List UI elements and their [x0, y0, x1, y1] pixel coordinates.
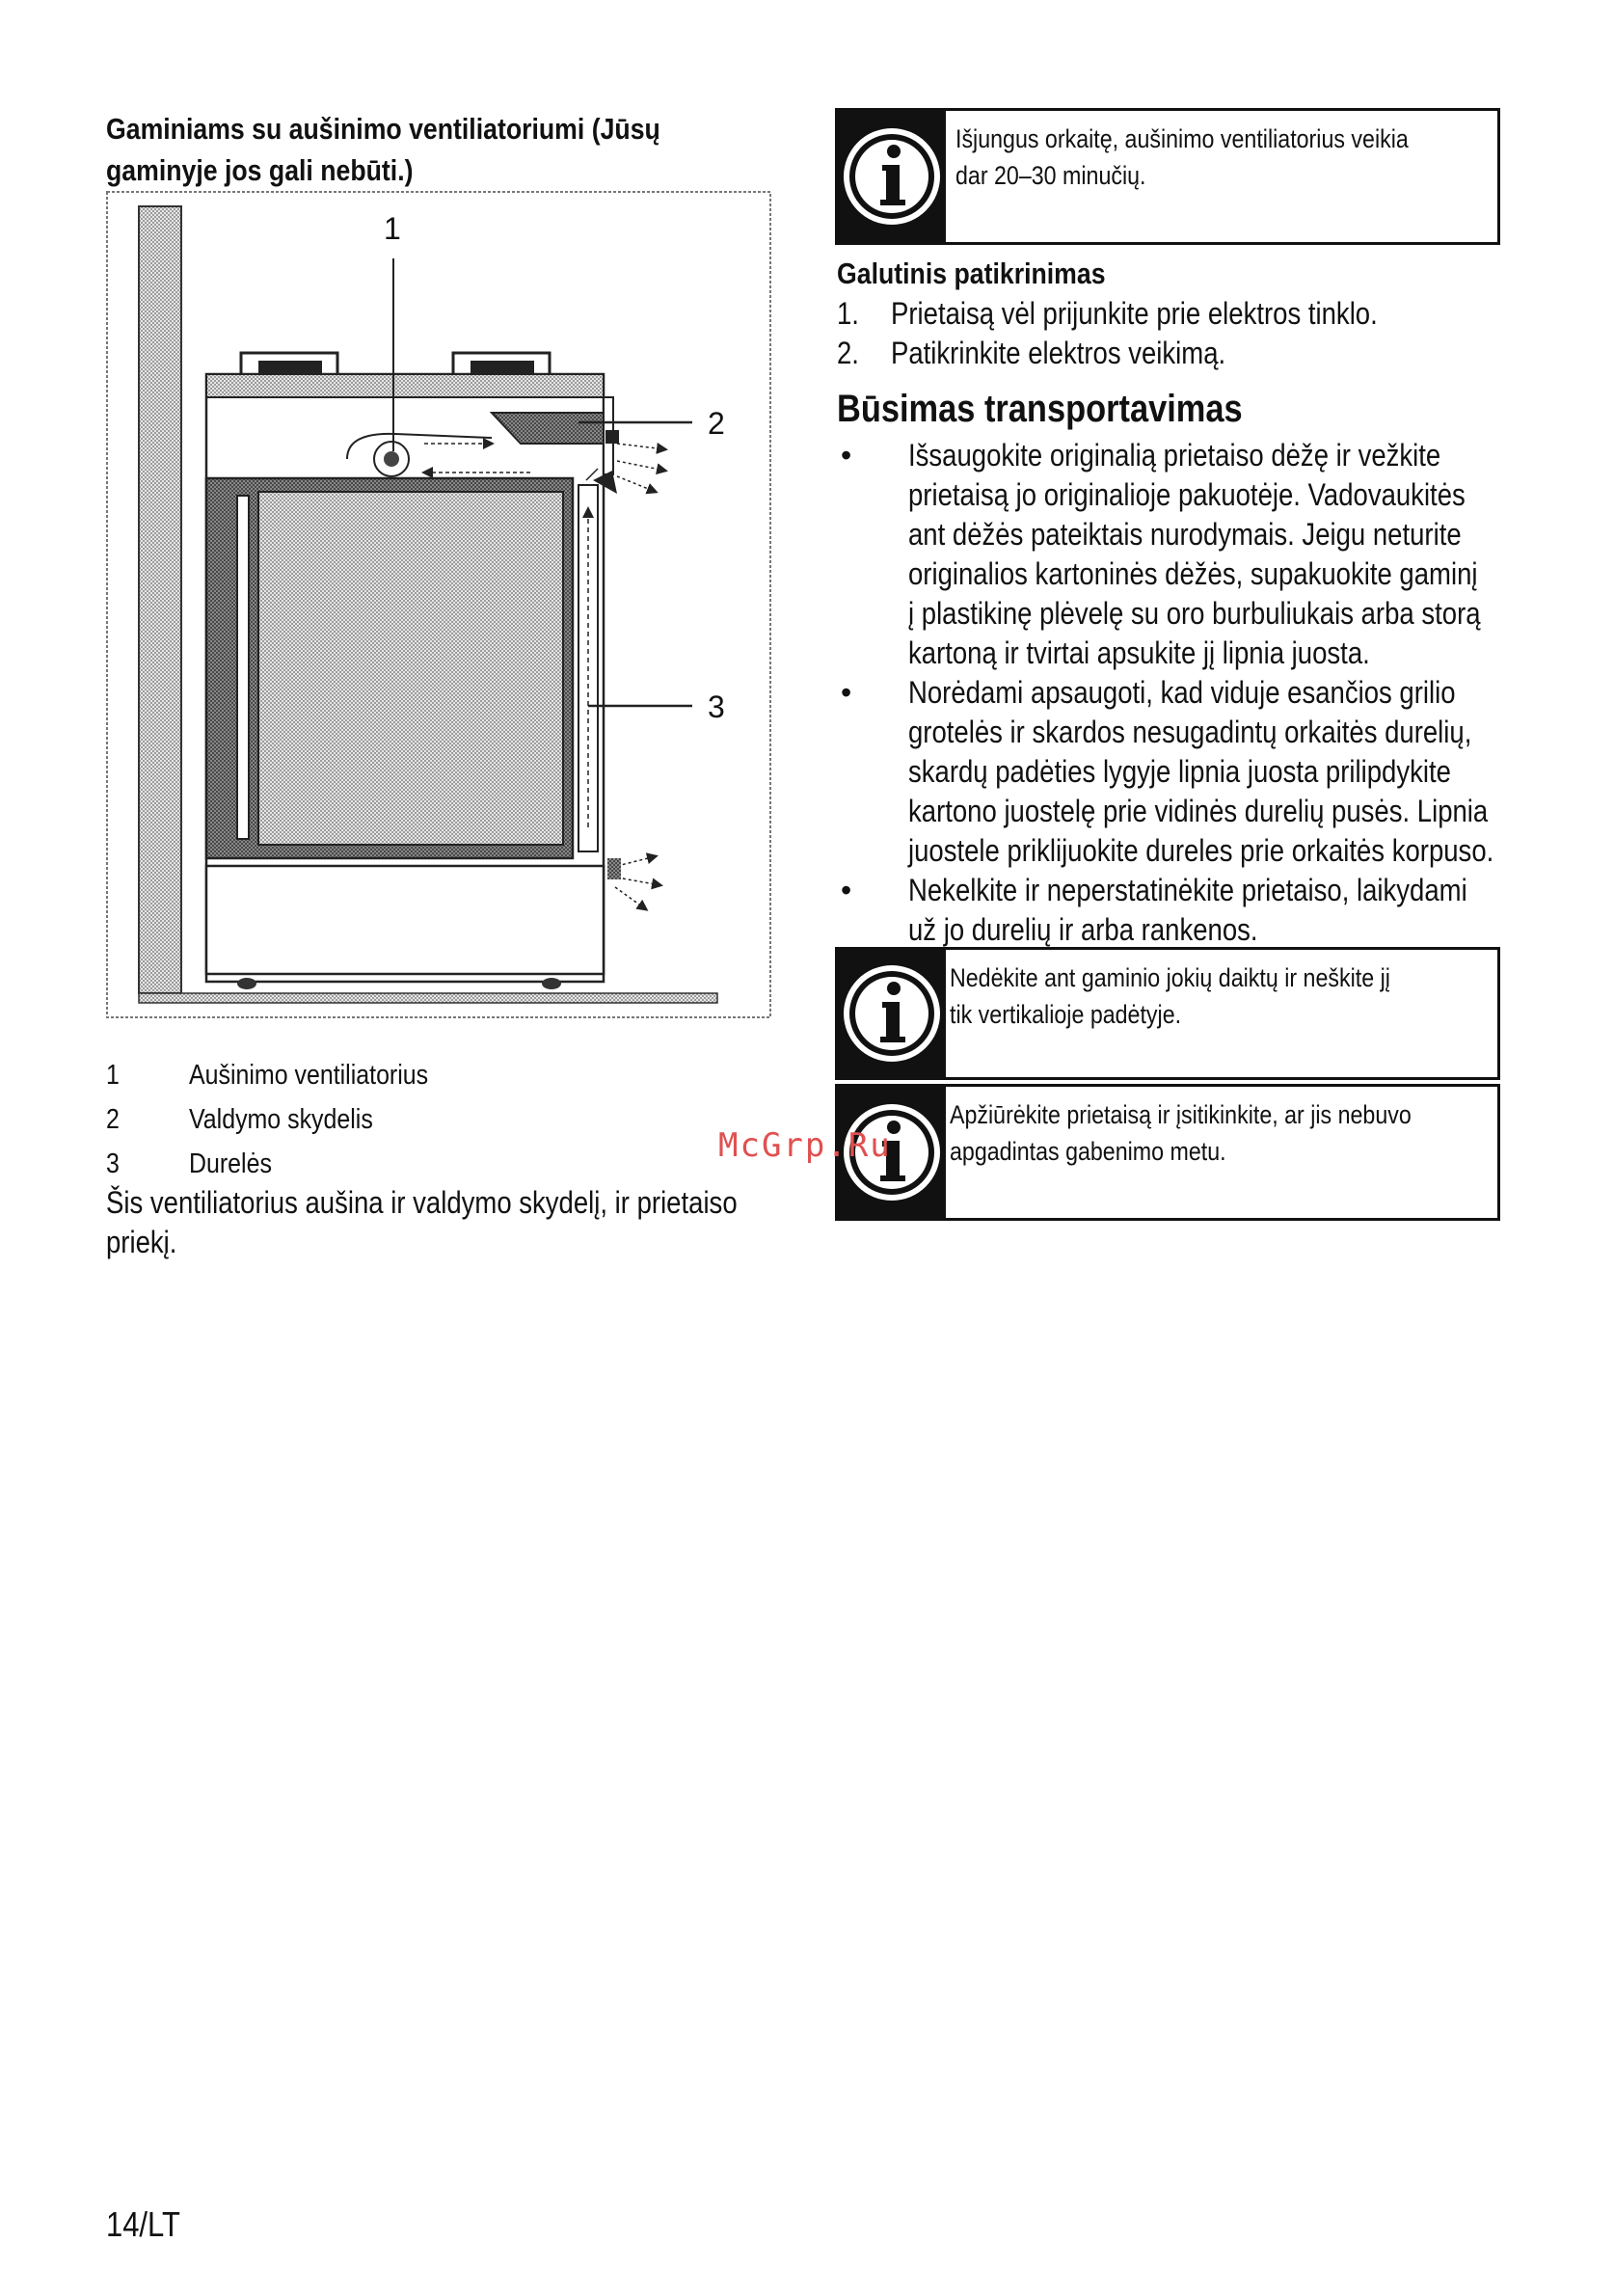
legend-number: 1	[106, 1060, 120, 1091]
info-note-inspect-damage	[835, 1084, 1500, 1221]
bullet-line: už jo durelių ir arba rankenos.	[908, 912, 1258, 947]
bullet-marker: •	[841, 675, 852, 710]
info-note-text	[955, 121, 1409, 194]
bullet-line: skardų padėties lygyje lipnia juosta prilipdykite	[908, 754, 1451, 789]
info-icon	[838, 111, 946, 242]
info-line: Nedėkite ant gaminio jokių daiktų ir neškite jį	[950, 963, 1390, 992]
heading-line-2: gaminyje jos gali nebūti.)	[106, 153, 414, 187]
info-line: Išjungus orkaitę, aušinimo ventiliatorius veikia	[955, 124, 1409, 153]
info-note-text	[950, 959, 1390, 1033]
callout-2: 2	[708, 406, 725, 441]
bullet-line: į plastikinę plėvelę su oro burbuliukais arba storą	[908, 596, 1481, 631]
transport-heading: Būsimas transportavimas	[837, 388, 1243, 430]
final-check-section	[837, 253, 1502, 373]
bullet-line: juostele priklijuokite dureles prie orkaitės korpuso.	[908, 833, 1494, 868]
paragraph-line: Šis ventiliatorius aušina ir valdymo skydelį, ir prietaiso	[106, 1185, 738, 1220]
callout-1: 1	[384, 211, 401, 246]
legend-number: 3	[106, 1148, 120, 1179]
bullet-line: Nekelkite ir neperstatinėkite prietaiso, laikydami	[908, 873, 1467, 907]
legend-label: Durelės	[189, 1148, 272, 1179]
bullet-item	[837, 871, 1502, 950]
bullet-line: kartono juostelę prie vidinės durelių pusės. Lipnia	[908, 794, 1489, 828]
transport-bullet-list	[837, 436, 1502, 950]
info-line: Apžiūrėkite prietaisą ir įsitikinkite, ar jis nebuvo	[950, 1100, 1412, 1129]
list-number: 2.	[837, 336, 859, 370]
bullet-marker: •	[841, 438, 852, 473]
legend-number: 2	[106, 1104, 120, 1135]
bullet-marker: •	[841, 873, 852, 907]
list-text: Prietaisą vėl prijunkite prie elektros tinklo.	[891, 296, 1378, 331]
list-text: Patikrinkite elektros veikimą.	[891, 336, 1226, 370]
bullet-line: Išsaugokite originalią prietaiso dėžę ir vežkite	[908, 438, 1441, 473]
bullet-item	[837, 673, 1502, 871]
info-note-vertical-transport	[835, 947, 1500, 1080]
fan-description-paragraph	[106, 1183, 840, 1262]
info-note-text	[950, 1096, 1412, 1170]
bullet-line: originalios kartoninės dėžės, supakuokite gaminį	[908, 556, 1478, 591]
list-number: 1.	[837, 296, 859, 331]
final-check-heading: Galutinis patikrinimas	[837, 257, 1106, 290]
info-line: tik vertikalioje padėtyje.	[950, 1000, 1182, 1029]
legend-label: Aušinimo ventiliatorius	[189, 1060, 429, 1091]
info-line: dar 20–30 minučių.	[955, 161, 1146, 190]
info-note-fan-runtime	[835, 108, 1500, 245]
oven-airflow-diagram	[106, 191, 771, 1020]
bullet-line: kartoną ir tvirtai apsukite jį lipnia juosta.	[908, 635, 1370, 670]
callout-3: 3	[708, 689, 725, 724]
section-heading-cooling-fan	[106, 108, 771, 191]
info-icon	[838, 950, 946, 1077]
bullet-line: Norėdami apsaugoti, kad viduje esančios grilio	[908, 675, 1456, 710]
bullet-line: ant dėžės pateiktais nurodymais. Jeigu neturite	[908, 517, 1462, 552]
list-item	[837, 334, 1502, 373]
paragraph-line: priekį.	[106, 1225, 177, 1259]
bullet-line: grotelės ir skardos nesugadintų orkaitės durelių,	[908, 715, 1472, 749]
list-item	[837, 294, 1502, 334]
bullet-item	[837, 436, 1502, 673]
page-number: 14/LT	[106, 2204, 180, 2244]
heading-line-1: Gaminiams su aušinimo ventiliatoriumi (Jūsų	[106, 112, 660, 146]
legend-label: Valdymo skydelis	[189, 1104, 373, 1135]
transport-section	[837, 384, 1502, 950]
bullet-line: prietaisą jo originalioje pakuotėje. Vadovaukitės	[908, 477, 1466, 512]
watermark: McGrp.Ru	[718, 1126, 892, 1165]
info-line: apgadintas gabenimo metu.	[950, 1137, 1226, 1166]
final-check-list	[837, 294, 1502, 373]
